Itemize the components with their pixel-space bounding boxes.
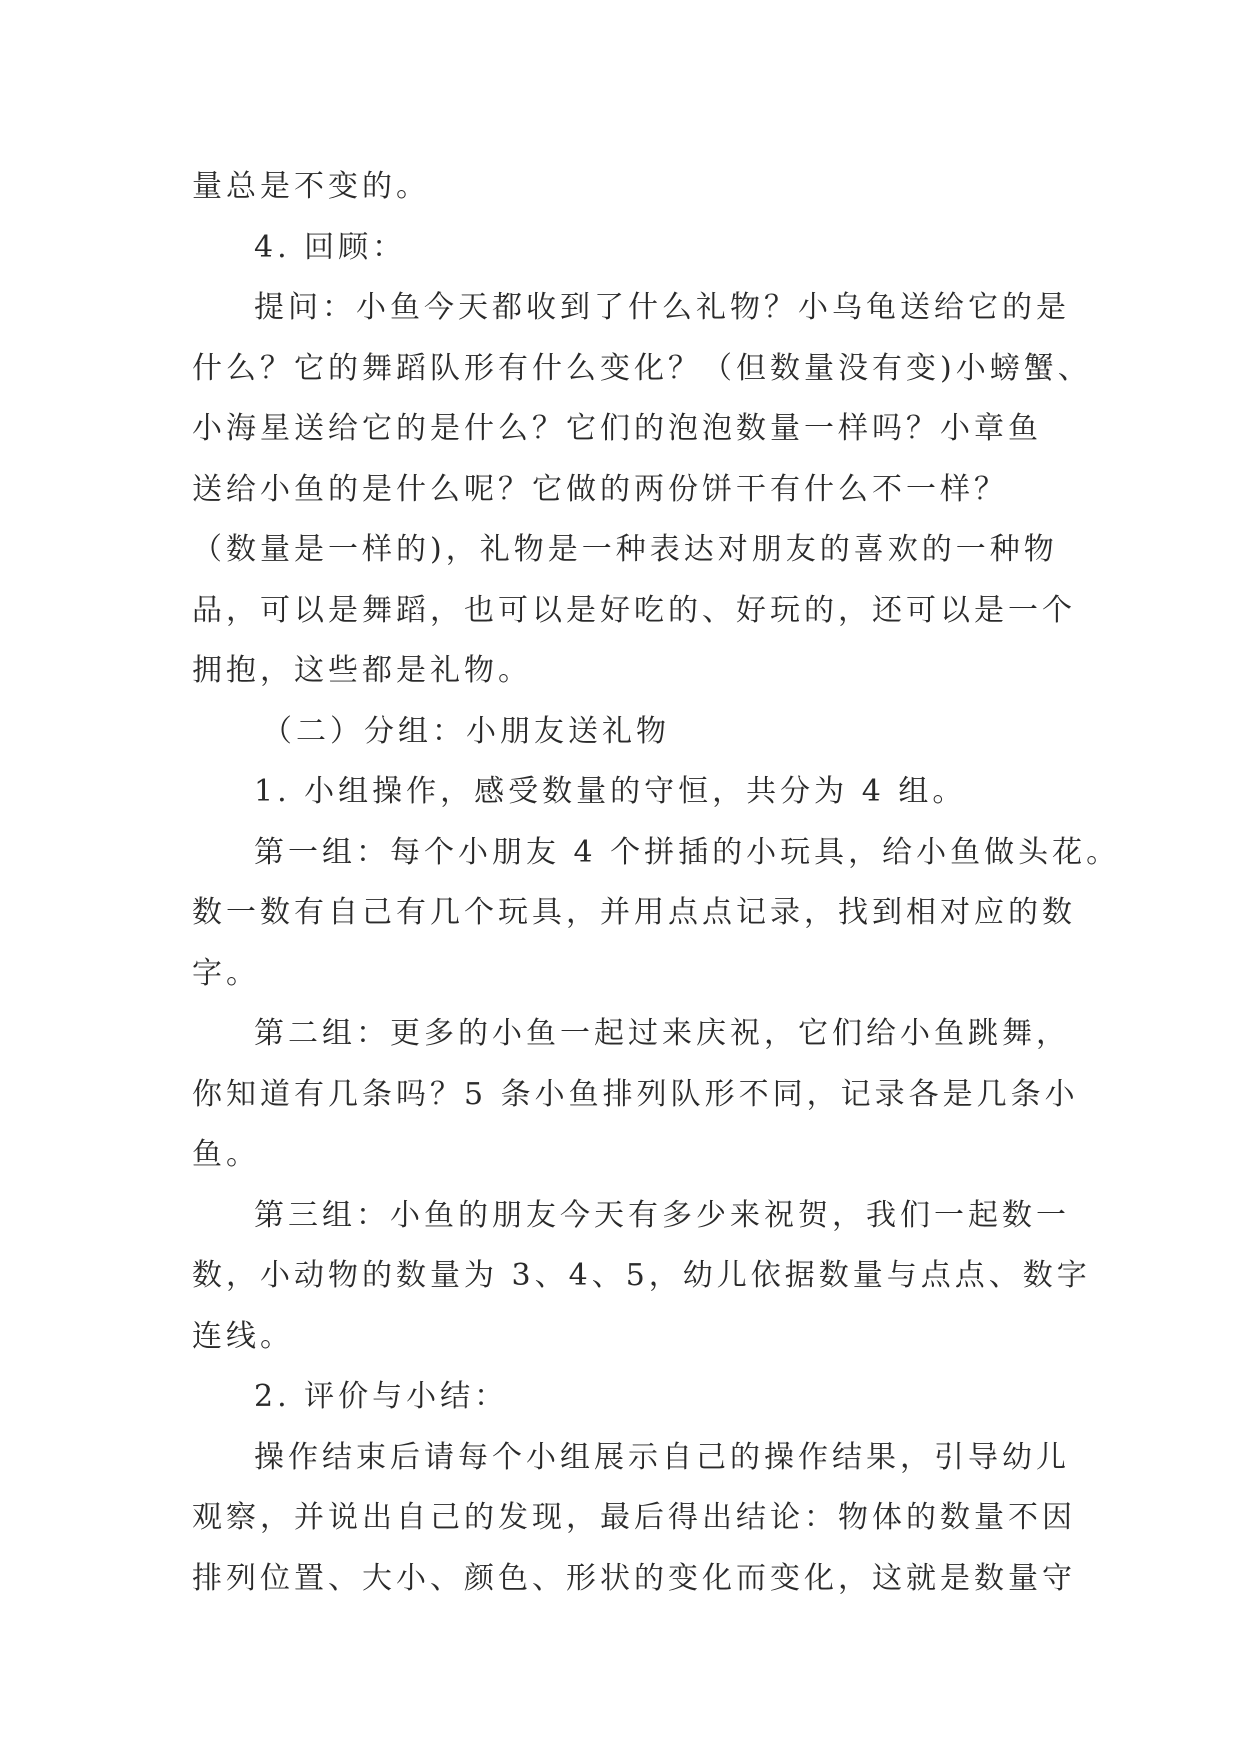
section-heading: 2. 评价与小结： <box>254 1379 509 1414</box>
paragraph-line: 拥抱，这些都是礼物。 <box>192 653 532 688</box>
document-body <box>192 157 1121 1609</box>
paragraph-line: 排列位置、大小、颜色、形状的变化而变化，这就是数量守 <box>192 1560 1076 1596</box>
paragraph-line: 小海星送给它的是什么？它们的泡泡数量一样吗？小章鱼 <box>192 411 1042 446</box>
paragraph-line: 你知道有几条吗？5 条小鱼排列队形不同，记录各是几条小 <box>192 1076 1079 1112</box>
paragraph-line: 操作结束后请每个小组展示自己的操作结果，引导幼儿 <box>254 1439 1070 1475</box>
paragraph-line: 量总是不变的。 <box>192 169 430 204</box>
paragraph-line: 第三组：小鱼的朋友今天有多少来祝贺，我们一起数一 <box>254 1197 1070 1233</box>
section-heading: （二）分组：小朋友送礼物 <box>262 713 670 749</box>
paragraph-line: 品，可以是舞蹈，也可以是好吃的、好玩的，还可以是一个 <box>192 592 1076 628</box>
section-heading: 4. 回顾： <box>254 229 407 265</box>
paragraph-line: 数一数有自己有几个玩具，并用点点记录，找到相对应的数 <box>192 895 1076 930</box>
paragraph-line: 观察，并说出自己的发现，最后得出结论：物体的数量不因 <box>192 1500 1076 1535</box>
paragraph-line: 第二组：更多的小鱼一起过来庆祝，它们给小鱼跳舞， <box>254 1016 1070 1051</box>
paragraph-line: （数量是一样的)，礼物是一种表达对朋友的喜欢的一种物 <box>192 532 1058 567</box>
paragraph-line: 什么？它的舞蹈队形有什么变化？（但数量没有变)小螃蟹、 <box>192 350 1092 386</box>
paragraph-line: 鱼。 <box>192 1137 260 1172</box>
paragraph-line: 提问：小鱼今天都收到了什么礼物？小乌龟送给它的是 <box>254 290 1070 325</box>
paragraph-line: 数，小动物的数量为 3、4、5，幼儿依据数量与点点、数字 <box>192 1258 1091 1293</box>
paragraph-line: 第一组：每个小朋友 4 个拼插的小玩具，给小鱼做头花。 <box>254 834 1121 870</box>
paragraph-line: 送给小鱼的是什么呢？它做的两份饼干有什么不一样？ <box>192 471 1008 507</box>
section-heading: 1. 小组操作，感受数量的守恒，共分为 4 组。 <box>254 774 967 809</box>
paragraph-line: 字。 <box>192 955 260 991</box>
paragraph-line: 连线。 <box>192 1318 294 1354</box>
